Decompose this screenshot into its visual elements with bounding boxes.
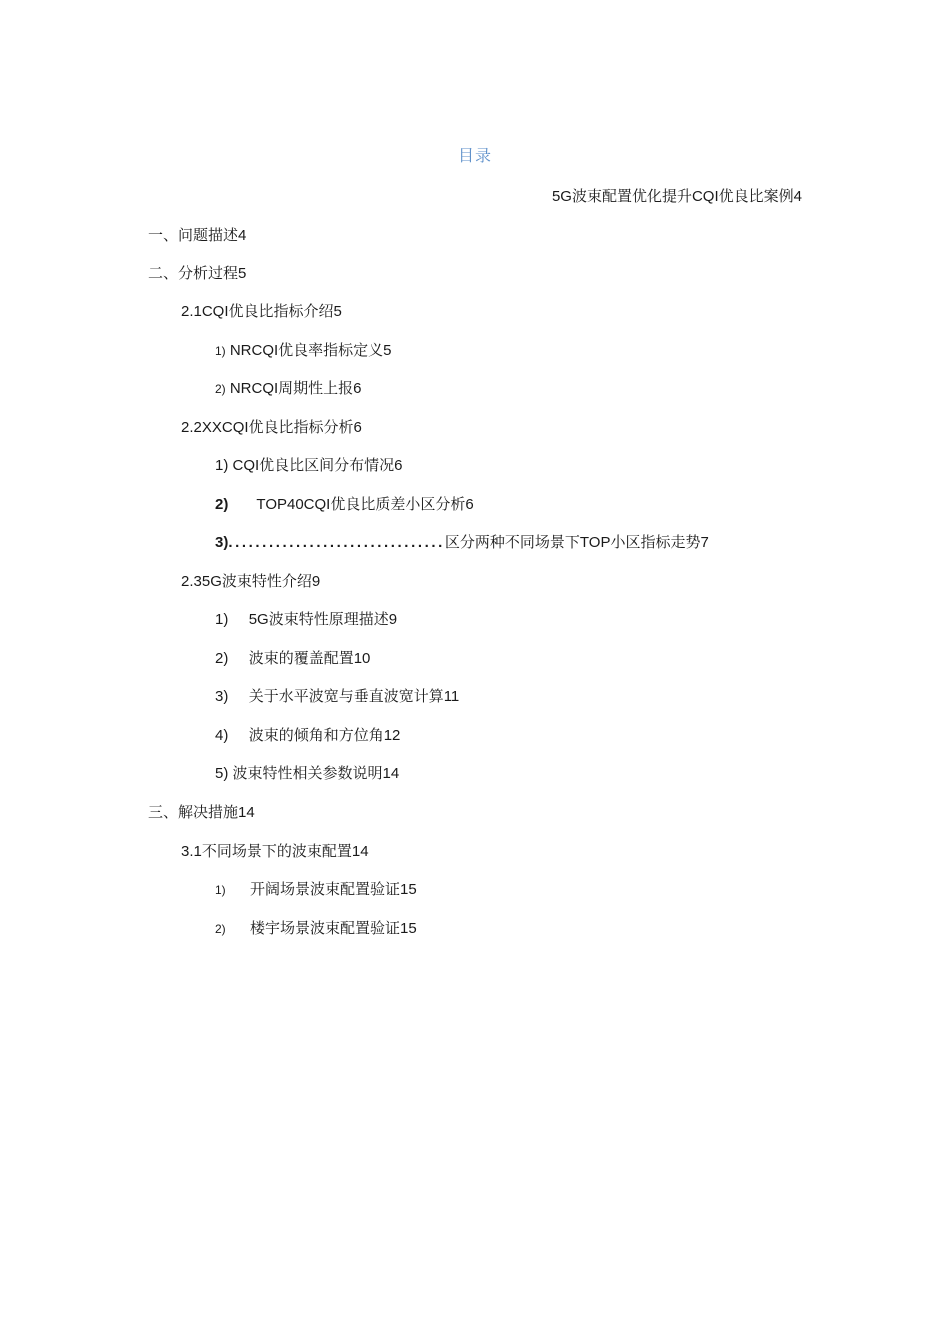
toc-dot-leader: ................................ (228, 534, 445, 551)
toc-entry-3-1[interactable] (181, 841, 369, 863)
toc-entry-text: 2.35G波束特性介绍9 (181, 573, 321, 590)
toc-entry-2-2-3[interactable] (215, 532, 709, 554)
toc-entry-2-3-1[interactable] (215, 609, 397, 631)
toc-entry-text: 波束的倾角和方位角12 (248, 727, 401, 744)
toc-entry-number: 1) (215, 344, 226, 358)
toc-entry-2-2[interactable] (181, 417, 362, 439)
toc-entry-number: 2) (215, 382, 226, 396)
toc-entry-text: 关于水平波宽与垂直波宽计算11 (248, 688, 460, 705)
toc-entry-text: TOP40CQI优良比质差小区分析6 (256, 496, 474, 513)
toc-title: 目录 (457, 148, 492, 165)
toc-entry-text: NRCQI周期性上报6 (229, 380, 362, 397)
toc-entry-text: 楼宇场景波束配置验证15 (250, 920, 417, 937)
toc-entry-number: 2) (215, 922, 226, 936)
toc-entry-text: 2.1CQI优良比指标介绍5 (181, 303, 342, 320)
toc-entry-number: 2) (215, 650, 229, 667)
toc-entry-2-1-2[interactable] (215, 378, 362, 400)
toc-entry-text: 2.2XXCQI优良比指标分析6 (181, 419, 362, 436)
toc-entry-number: 1) (215, 457, 229, 474)
toc-entry-2-3-5[interactable] (215, 763, 399, 785)
toc-entry-2[interactable] (148, 263, 246, 285)
toc-entry-number: 4) (215, 727, 229, 744)
toc-entry-text: 3.1不同场景下的波束配置14 (181, 843, 369, 860)
toc-entry-text: 一、问题描述4 (148, 227, 247, 244)
toc-entry-3[interactable] (148, 802, 255, 824)
toc-entry-number: 2) (215, 496, 229, 513)
toc-entry-2-3-4[interactable] (215, 725, 400, 747)
toc-entry-text: 开阔场景波束配置验证15 (250, 881, 417, 898)
toc-entry-number: 5) (215, 765, 229, 782)
toc-entry-2-2-1[interactable] (215, 455, 403, 477)
toc-entry-2-3[interactable] (181, 571, 320, 593)
toc-entry-text: 区分两种不同场景下TOP小区指标走势7 (444, 534, 709, 551)
toc-entry-number: 3) (215, 534, 229, 551)
toc-entry-2-1[interactable] (181, 301, 342, 323)
toc-entry-number: 3) (215, 688, 229, 705)
toc-entry-2-1-1[interactable] (215, 340, 392, 362)
toc-entry-text: 波束的覆盖配置10 (248, 650, 371, 667)
toc-entry-text: 三、解决措施14 (148, 804, 255, 821)
toc-entry-1[interactable] (148, 225, 246, 247)
toc-entry-text: NRCQI优良率指标定义5 (229, 342, 392, 359)
toc-entry-text: 二、分析过程5 (148, 265, 247, 282)
toc-entry-3-1-1[interactable] (215, 879, 417, 901)
toc-entry-3-1-2[interactable] (215, 918, 417, 940)
toc-entry-2-3-3[interactable] (215, 686, 459, 708)
toc-entry-number: 1) (215, 611, 229, 628)
toc-entry-text: 5G波束特性原理描述9 (248, 611, 398, 628)
toc-entry-number: 1) (215, 883, 226, 897)
toc-doc-heading[interactable]: 5G波束配置优化提升CQI优良比案例4 (551, 188, 802, 205)
toc-entry-text: 波束特性相关参数说明14 (232, 765, 400, 782)
toc-entry-text: CQI优良比区间分布情况6 (232, 457, 403, 474)
toc-entry-2-3-2[interactable] (215, 648, 370, 670)
toc-entry-2-2-2[interactable] (215, 494, 474, 516)
